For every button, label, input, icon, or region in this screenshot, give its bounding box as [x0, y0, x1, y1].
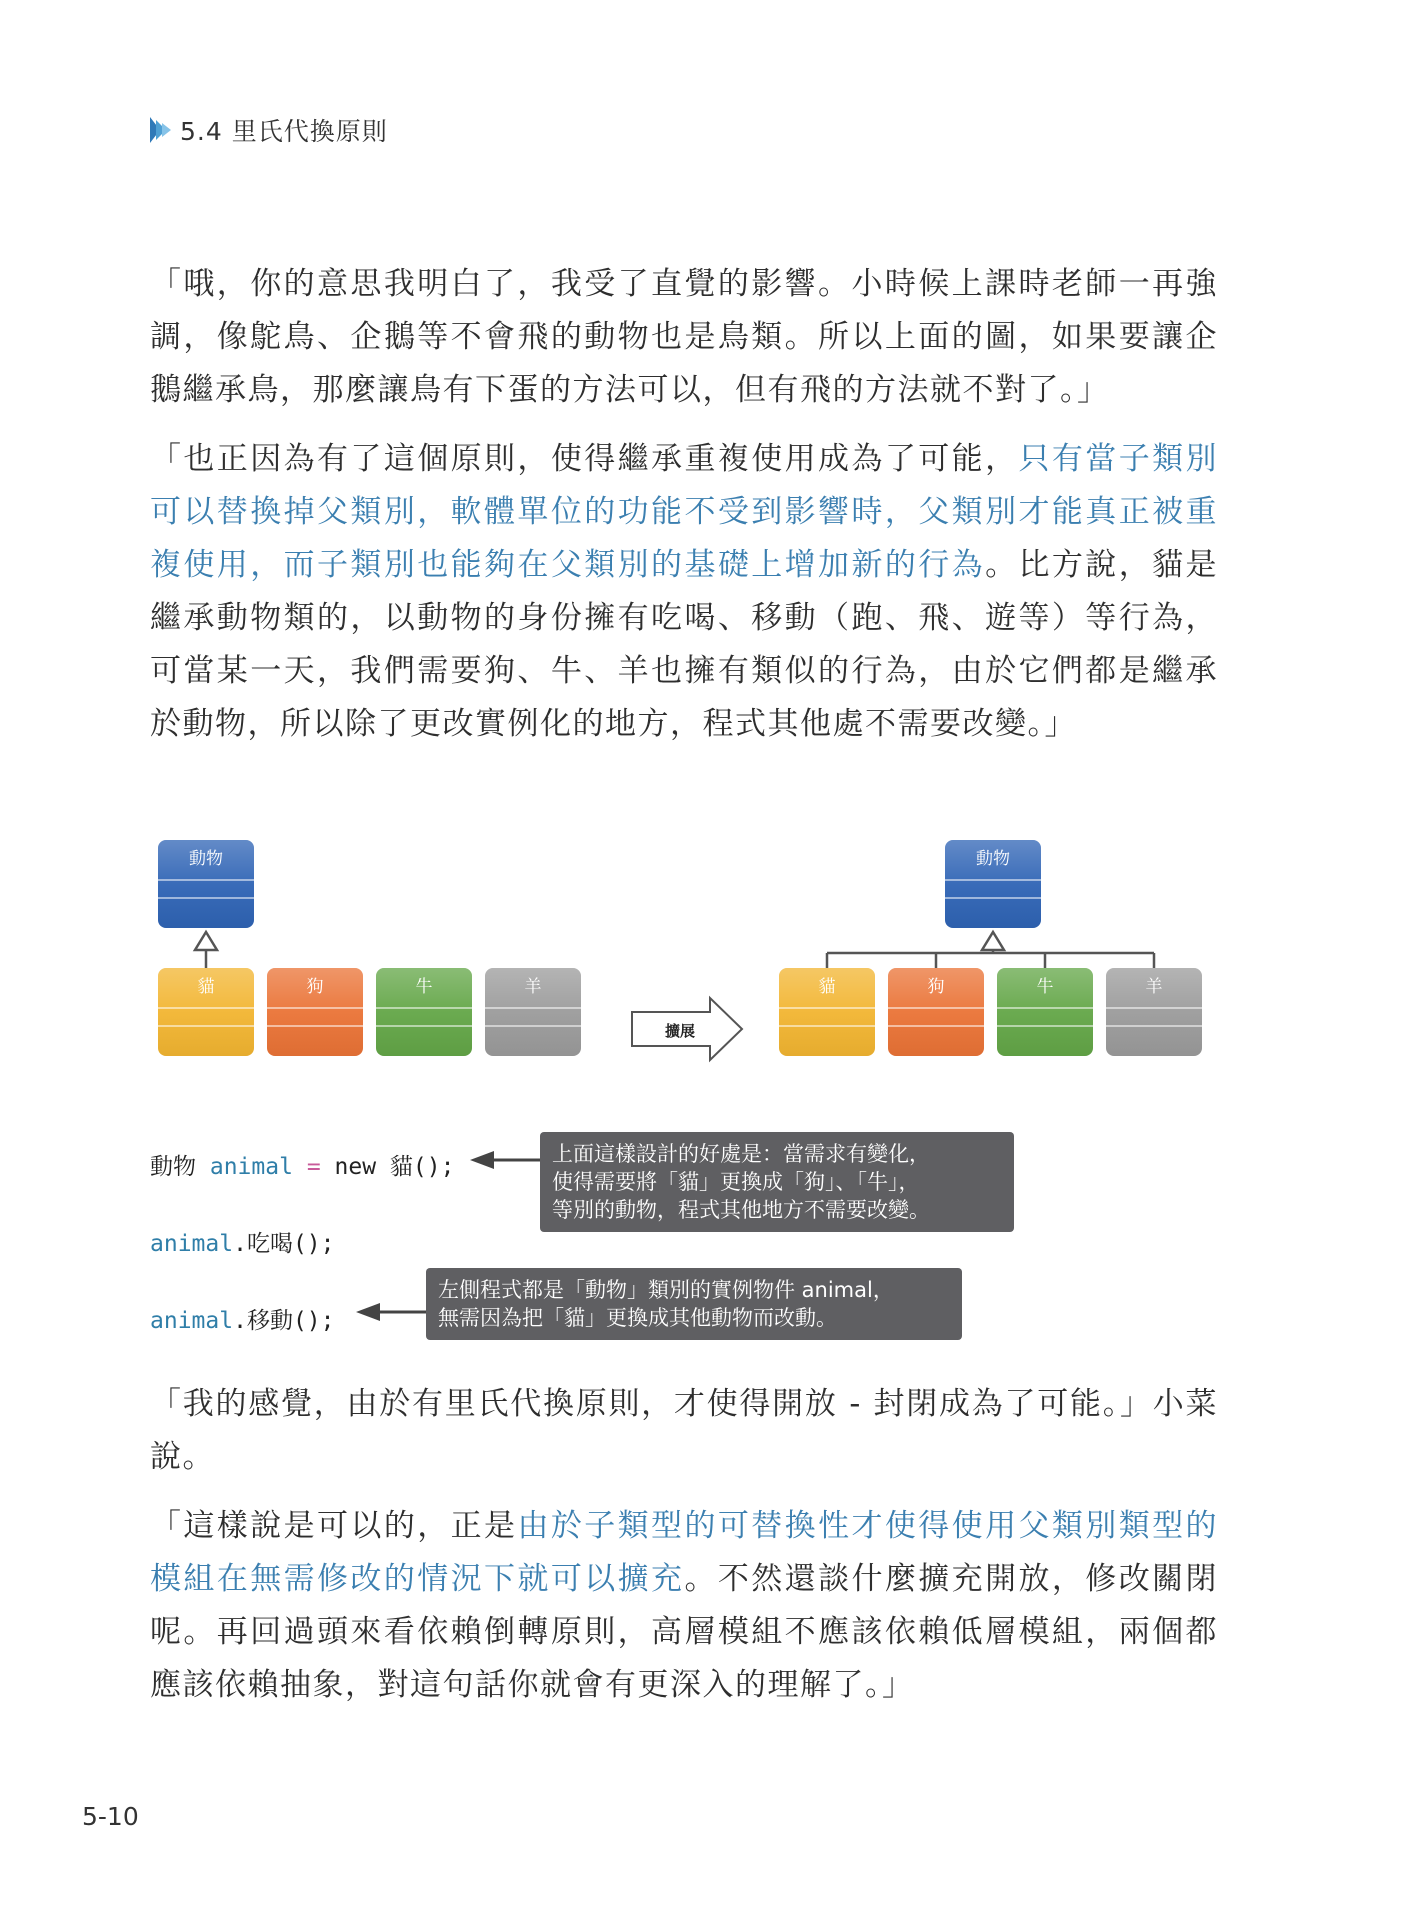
right-child-sheep — [1106, 968, 1202, 1056]
left-child-dog — [267, 968, 363, 1056]
right-diagram — [779, 840, 1202, 1056]
code-call: .吃喝(); — [233, 1231, 335, 1257]
right-parent-label: 動物 — [976, 849, 1010, 869]
left-parent-class-box — [158, 840, 254, 928]
left-inheritance-arrowhead-icon — [195, 932, 217, 950]
paragraph-4-text-a: 「這樣說是可以的，正是 — [150, 1508, 518, 1544]
page-number: 5-10 — [82, 1802, 139, 1831]
callout-bottom-arrow-icon — [356, 1300, 426, 1324]
callout-top — [540, 1132, 1014, 1232]
left-child-label: 貓 — [197, 977, 215, 997]
right-child-label: 羊 — [1145, 977, 1163, 997]
right-child-ox — [997, 968, 1093, 1056]
extend-arrow — [632, 998, 742, 1060]
right-child-dog — [888, 968, 984, 1056]
extend-arrow-label: 擴展 — [664, 1022, 696, 1040]
section-title: 5.4 里氏代換原則 — [180, 117, 388, 146]
right-inheritance-connectors — [827, 950, 1154, 968]
left-parent-label: 動物 — [189, 849, 223, 869]
left-child-label: 狗 — [306, 977, 324, 997]
callout-bottom — [426, 1268, 962, 1340]
left-child-label: 牛 — [415, 977, 433, 997]
code-variable: animal — [209, 1154, 293, 1180]
code-call: .移動(); — [233, 1308, 335, 1334]
code-variable: animal — [150, 1308, 234, 1334]
right-inheritance-arrowhead-icon — [982, 932, 1004, 950]
right-child-label: 貓 — [818, 977, 836, 997]
left-child-label: 羊 — [524, 977, 542, 997]
code-line-1 — [150, 1148, 454, 1181]
callout-top-line: 使得需要將「貓」更換成「狗」、「牛」， — [552, 1170, 920, 1194]
code-line-3 — [150, 1302, 334, 1335]
paragraph-2-text-b: 。比方說，貓是繼承動物類的，以動物的身份擁有吃喝、移動（跑、飛、遊等）等行為，可當某一天，我們需要狗、牛、羊也擁有類似的行為，由於它們都是繼承於動物，所以除了更改實例化的地方，程式其他處不需要改變。」 — [150, 547, 1218, 742]
paragraph-2-text-a: 「也正因為有了這個原則，使得繼承重複使用成為了可能， — [150, 441, 1019, 477]
left-child-sheep — [485, 968, 581, 1056]
paragraph-1: 「哦，你的意思我明白了，我受了直覺的影響。小時候上課時老師一再強調，像鴕鳥、企鵝等不會飛的動物也是鳥類。所以上面的圖，如果要讓企鵝繼承鳥，那麼讓鳥有下蛋的方法可以，但有飛的方法就不對了。」 — [150, 266, 1218, 408]
right-child-label: 狗 — [927, 977, 945, 997]
callout-top-line: 上面這樣設計的好處是：當需求有變化， — [552, 1142, 930, 1166]
code-type: 動物 — [150, 1154, 196, 1180]
paragraph-4-highlight: 由於子類型的可替換性才使得使用父類別類型的模組在無需修改的情況下就可以擴充 — [150, 1508, 1218, 1597]
paragraph-4-text-b: 。不然還談什麼擴充開放，修改關閉呢。再回過頭來看依賴倒轉原則，高層模組不應該依賴低層模組，兩個都應該依賴抽象，對這句話你就會有更深入的理解了。」 — [150, 1561, 1218, 1703]
right-child-label: 牛 — [1036, 977, 1054, 997]
paragraph-3: 「我的感覺，由於有里氏代換原則，才使得開放 - 封閉成為了可能。」小菜說。 — [150, 1386, 1218, 1475]
code-operator: = — [306, 1154, 321, 1180]
paragraph-2 — [150, 433, 1218, 751]
right-parent-class-box — [945, 840, 1041, 928]
section-header — [150, 112, 388, 148]
left-child-cat — [158, 968, 254, 1056]
left-diagram — [158, 840, 581, 1056]
code-expression: new 貓(); — [334, 1154, 455, 1180]
section-marker-icon — [150, 117, 172, 143]
inheritance-diagram — [150, 840, 1230, 1080]
callout-top-line: 等別的動物，程式其他地方不需要改變。 — [552, 1198, 930, 1222]
callout-bottom-line: 左側程式都是「動物」類別的實例物件 animal， — [438, 1278, 894, 1302]
callout-bottom-line: 無需因為把「貓」更換成其他動物而改動。 — [438, 1306, 837, 1330]
code-variable: animal — [150, 1231, 234, 1257]
code-line-2 — [150, 1225, 334, 1258]
right-child-cat — [779, 968, 875, 1056]
paragraph-2-highlight: 只有當子類別可以替換掉父類別，軟體單位的功能不受到影響時，父類別才能真正被重複使用，而子類別也能夠在父類別的基礎上增加新的行為 — [150, 441, 1219, 583]
paragraph-4 — [150, 1500, 1218, 1712]
callout-top-arrow-icon — [470, 1148, 540, 1172]
left-child-ox — [376, 968, 472, 1056]
